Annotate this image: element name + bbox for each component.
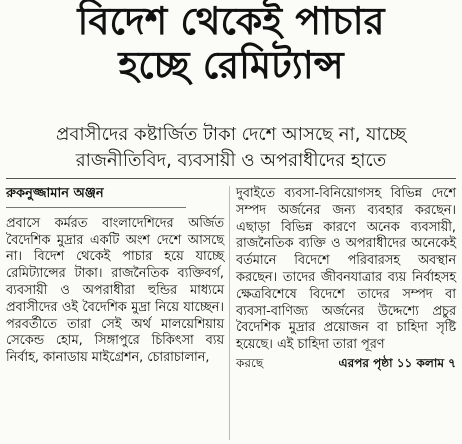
- byline: রুকনুজ্জামান অঞ্জন: [6, 186, 104, 201]
- article-column-left: [6, 186, 224, 367]
- subheadline-line-1: প্রবাসীদের কষ্টার্জিত টাকা দেশে আসছে না, যাচ্ছে: [55, 124, 407, 145]
- subheadline: [8, 122, 454, 174]
- headline-line-1: বিদেশ থেকেই পাচার: [77, 0, 385, 43]
- byline-rule: [6, 207, 186, 208]
- article-paragraph-right: দুবাইতে ব্যবসা-বিনিয়োগসহ বিভিন্ন দেশে সম্পদ অর্জনের জন্য ব্যবহার করছেন। এছাড়া বিভিন্ন কারণে অনেক ব্যবসায়ী, রাজনৈতিক ব্যক্তি ও অপরাধীদের অনেকেই বর্তমানে বিদেশে পরিবারসহ অবস্থান করছেন। তাদের জীবনযাত্রার ব্যয় নির্বাহসহ ক্ষেত্রবিশেষে বিদেশে তাদের সম্পদ বা ব্যবসা-বাণিজ্য অর্জনের উদ্দেশ্যে প্রচুর বৈদেশিক মুদ্রার প্রয়োজন বা চাহিদা সৃষ্টি হয়েছে। এই চাহিদা তারা পূরণ: [236, 186, 456, 353]
- continued-on-page: এরপর পৃষ্ঠা ১১ কলাম ৭: [338, 355, 456, 370]
- article-paragraph-left: প্রবাসে কর্মরত বাংলাদেশিদের অর্জিত বৈদেশিক মুদ্রার একটি অংশ দেশে আসছে না। বিদেশ থেকেই পাচার হয়ে যাচ্ছে রেমিট্যান্সের টাকা। রাজনৈতিক ব্যক্তিবর্গ, ব্যবসায়ী ও অপরাধীরা হুন্ডির মাধ্যমে প্রবাসীদের ওই বৈদেশিক মুদ্রা নিয়ে যাচ্ছেন। পরবর্তীতে তারা সেই অর্থ মালয়েশিয়ায় সেকেন্ড হোম, সিঙ্গাপুরে চিকিৎসা ব্যয় নির্বাহ, কানাডায় মাইগ্রেশন, চোরাচালান,: [6, 215, 224, 366]
- headline: [0, 2, 462, 90]
- headline-line-2: হচ্ছে রেমিট্যান্স: [118, 43, 344, 87]
- column-divider: [229, 186, 230, 440]
- article-column-right: [236, 186, 456, 372]
- section-rule: [6, 178, 456, 179]
- subheadline-line-2: রাজনীতিবিদ, ব্যবসায়ী ও অপরাধীদের হাতে: [75, 150, 387, 171]
- continuation-line: [236, 355, 456, 372]
- continuation-text: করছে: [236, 355, 264, 370]
